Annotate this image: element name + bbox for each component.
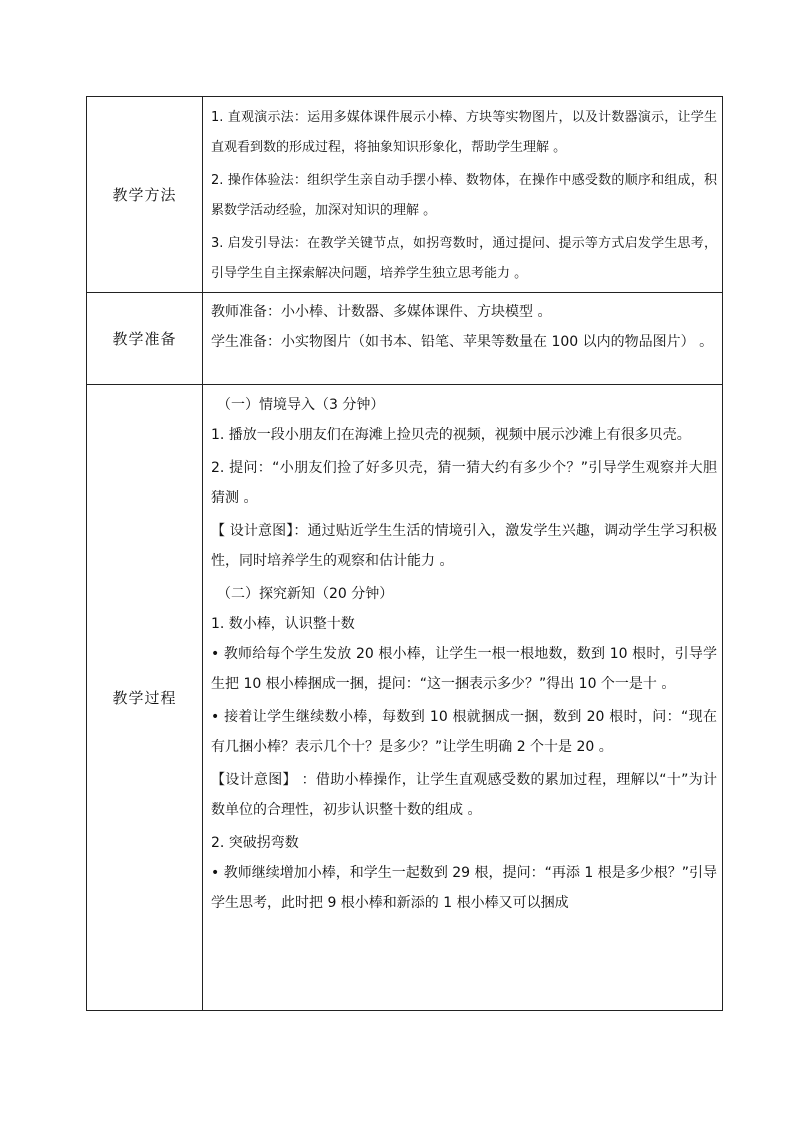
row-label-teaching-preparation: 教学准备 [87, 293, 203, 385]
design-intent-note: 【设计意图】 ：借助小棒操作，让学生直观感受数的累加过程，理解以“十”为计数单位的合理性，初步认识整十数的组成 。 [211, 772, 717, 818]
method-paragraph-3: 3. 启发引导法：在教学关键节点，如拐弯数时，通过提问、提示等方式启发学生思考，引导学生自主探索解决问题，培养学生独立思考能力 。 [211, 236, 717, 281]
lesson-plan-table [86, 96, 723, 1011]
process-paragraph: 1. 播放一段小朋友们在海滩上捡贝壳的视频，视频中展示沙滩上有很多贝壳。 [211, 427, 691, 443]
teaching-preparation-content [203, 293, 723, 385]
teaching-methods-content [203, 97, 723, 293]
table-row-teaching-methods [87, 97, 723, 293]
teacher-preparation-text: 教师准备：小小棒、计数器、多媒体课件、方块模型 。 [211, 304, 552, 320]
process-paragraph: 2. 提问：“小朋友们捡了好多贝壳，猜一猜大约有多少个？”引导学生观察并大胆猜测 。 [211, 460, 717, 506]
method-paragraph-1: 1. 直观演示法：运用多媒体课件展示小棒、方块等实物图片，以及计数器演示，让学生直观看到数的形成过程，将抽象知识形象化，帮助学生理解 。 [211, 110, 717, 155]
row-label-teaching-process: 教学过程 [87, 385, 203, 1011]
table-row-teaching-preparation [87, 293, 723, 385]
teaching-process-content [203, 385, 723, 1011]
section-heading-situation-intro: （一）情境导入（3 分钟） [217, 397, 385, 413]
bullet-paragraph: • 接着让学生继续数小棒，每数到 10 根就捆成一捆，数到 20 根时，问：“现在有几捆小棒？表示几个十？是多少？”让学生明确 2 个十是 20 。 [211, 709, 717, 755]
student-preparation-text: 学生准备：小实物图片（如书本、铅笔、苹果等数量在 100 以内的物品图片） 。 [211, 334, 714, 350]
row-label-teaching-methods: 教学方法 [87, 97, 203, 293]
method-paragraph-2: 2. 操作体验法：组织学生亲自动手摆小棒、数物体，在操作中感受数的顺序和组成，积累数学活动经验，加深对知识的理解 。 [211, 173, 717, 218]
section-heading-explore-new: （二）探究新知（20 分钟） [217, 586, 394, 602]
design-intent-note: 【 设计意图】：通过贴近学生生活的情境引入，激发学生兴趣，调动学生学习积极性，同时培养学生的观察和估计能力 。 [211, 523, 717, 569]
process-subheading: 1. 数小棒，认识整十数 [211, 616, 355, 632]
bullet-paragraph: • 教师继续增加小棒，和学生一起数到 29 根，提问：“再添 1 根是多少根？”引导学生思考，此时把 9 根小棒和新添的 1 根小棒又可以捆成 [211, 865, 717, 911]
process-subheading: 2. 突破拐弯数 [211, 835, 299, 851]
bullet-paragraph: • 教师给每个学生发放 20 根小棒，让学生一根一根地数，数到 10 根时，引导学生把 10 根小棒捆成一捆，提问：“这一捆表示多少？”得出 10 个一是十 。 [211, 646, 717, 692]
table-row-teaching-process [87, 385, 723, 1011]
